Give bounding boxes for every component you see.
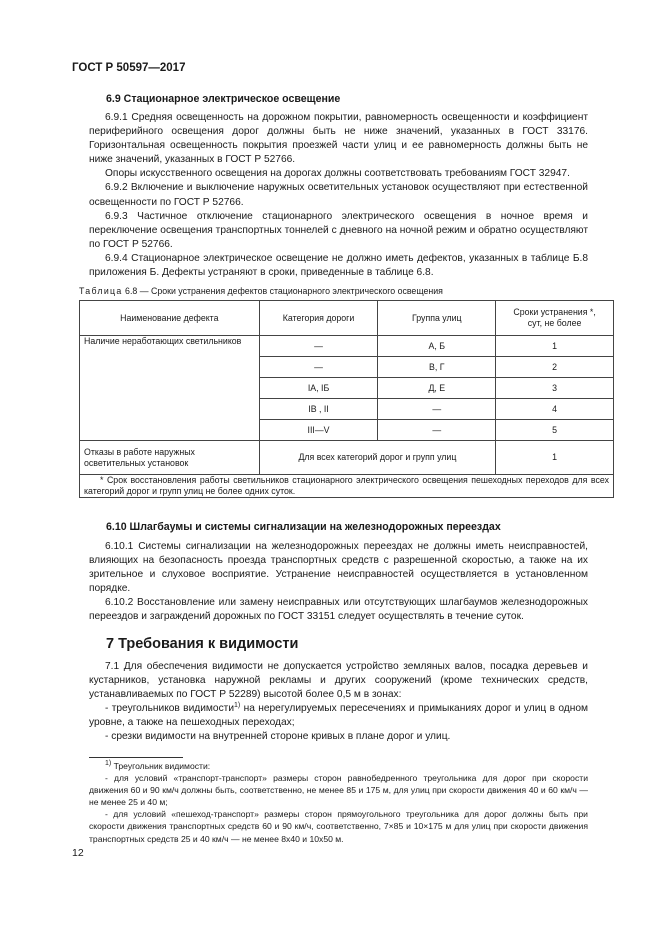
document-header: ГОСТ Р 50597—2017 (72, 62, 186, 74)
footnotes (89, 760, 588, 845)
footnote-mark: 1) (105, 760, 112, 767)
defects-table (79, 300, 614, 498)
defect-name-cell: Отказы в работе наружных осветительных установок (80, 441, 260, 475)
paragraph: Опоры искусственного освещения на дорогах должны соответствовать требованиям ГОСТ 32947. (105, 168, 570, 180)
table-footnote: * Срок восстановления работы светильников стационарного электрического освещения пешеходных переходов для всех категорий дорог и групп улиц не более одних суток. (84, 475, 609, 496)
column-header (496, 301, 614, 336)
term-cell: 2 (496, 357, 614, 378)
street-group-cell: В, Г (378, 357, 496, 378)
bullet-text: - треугольников видимости (105, 703, 235, 715)
street-group-cell: Д, Е (378, 378, 496, 399)
footnote-title (89, 760, 588, 772)
footnote-title-text: Треугольник видимости: (111, 761, 211, 771)
paragraph: 6.10.1 Системы сигнализации на железнодорожных переездах не должны иметь неисправностей, влияющих на безопасность проезда транспортных средств с разрешенной скоростью, а также на их зрительное и слуховое восприятие. Устранение неисправностей осуществляется в установленном порядке. (89, 541, 588, 595)
section-7-title: 7 Требования к видимости (106, 636, 299, 652)
bullet-text: на нерегулируемых пересечениях и примыканиях дорог и улиц в одном уровне, а также на пешеходных переходах; (89, 703, 588, 729)
paragraph: 6.9.4 Стационарное электрическое освещение не должно иметь дефектов, указанных в таблице Б.8 приложения Б. Дефекты устраняют в сроки, приведенные в таблице 6.8. (89, 252, 588, 279)
page-number: 12 (72, 847, 84, 859)
footnote-item: - для условий «транспорт-транспорт» размеры сторон равнобедренного треугольника для дорог при скорости движения 60 и 90 км/ч должны быть, соответственно, не менее 85 и 175 м, для улиц при скорости движения 40 и 60 км/ч — не менее 25 и 40 м; (89, 773, 588, 808)
bullet-item (89, 702, 588, 730)
term-cell: 5 (496, 420, 614, 441)
paragraph: 6.9.1 Средняя освещенность на дорожном покрытии, равномерность освещенности и коэффициент периферийного освещения дорог должны быть не ниже значений, указанных в ГОСТ 33176. Горизонтальная освещенность покрытия проезжей части улиц и ее равномерность должны быть не ниже значений, указанных в ГОСТ Р 52766. (89, 112, 588, 166)
paragraph: 7.1 Для обеспечения видимости не допускается устройство земляных валов, посадка деревьев и кустарников, установка наружной рекламы и других сооружений (кроме технических средств, устанавливаемых по ГОСТ Р 52289) высотой более 0,5 м в зонах: (89, 661, 588, 701)
section-6-10-title: 6.10 Шлагбаумы и системы сигнализации на железнодорожных переездах (106, 521, 501, 533)
table-caption (79, 286, 443, 296)
street-group-cell: — (378, 399, 496, 420)
paragraph: 6.9.3 Частичное отключение стационарного электрического освещения в ночное время и переключение освещения транспортных тоннелей с дневного на ночной режим и обратно осуществляют по ГОСТ Р 52766. (89, 210, 588, 250)
road-category-cell: — (259, 336, 378, 357)
road-category-cell: IA, IБ (259, 378, 378, 399)
column-header: Наименование дефекта (80, 301, 260, 336)
table-row (80, 336, 614, 357)
column-header: Категория дороги (259, 301, 378, 336)
section-6-10-body (89, 540, 588, 625)
road-category-cell: — (259, 357, 378, 378)
table-header-row (80, 301, 614, 336)
defect-name-cell: Наличие неработающих светильников (80, 336, 260, 441)
paragraph: 6.10.2 Восстановление или замену неисправных или отсутствующих шлагбаумов железнодорожных переездов и заграждений дорожных по ГОСТ 33151 следует осуществлять в течение суток. (89, 597, 588, 623)
section-6-9-body (89, 111, 588, 280)
street-group-cell: А, Б (378, 336, 496, 357)
table-caption-text: 6.8 — Сроки устранения дефектов стационарного электрического освещения (125, 286, 443, 296)
column-header: Группа улиц (378, 301, 496, 336)
term-cell: 1 (496, 336, 614, 357)
road-category-cell: IB , II (259, 399, 378, 420)
term-cell: 4 (496, 399, 614, 420)
section-6-9-title: 6.9 Стационарное электрическое освещение (106, 93, 341, 105)
table-row (80, 441, 614, 475)
section-7-body (89, 660, 588, 745)
column-header-line: Сроки устранения *, (513, 307, 596, 317)
street-group-cell: — (378, 420, 496, 441)
table-caption-label: Таблица (79, 286, 123, 296)
table-footnote-cell (80, 475, 614, 498)
table-footnote-row (80, 475, 614, 498)
term-cell: 1 (496, 441, 614, 475)
paragraph: 6.9.2 Включение и выключение наружных осветительных установок осуществляют при естественной освещенности по ГОСТ Р 52766. (89, 182, 588, 208)
column-header-line: сут, не более (527, 318, 582, 328)
footnote-separator (89, 757, 183, 758)
road-category-cell: III—V (259, 420, 378, 441)
bullet-item: - срезки видимости на внутренней стороне кривых в плане дорог и улиц. (105, 731, 451, 743)
all-categories-cell: Для всех категорий дорог и групп улиц (259, 441, 496, 475)
footnote-ref: 1) (234, 702, 241, 710)
footnote-item: - для условий «пешеход-транспорт» размеры сторон прямоугольного треугольника для дорог должны быть при скорости движения транспортных средств 60 и 90 км/ч, соответственно, 7×85 и 10×175 м для улиц при скорости движения транспортных средств 25 и 40 км/ч — не менее 8х40 и 10х50 м. (89, 809, 588, 844)
term-cell: 3 (496, 378, 614, 399)
